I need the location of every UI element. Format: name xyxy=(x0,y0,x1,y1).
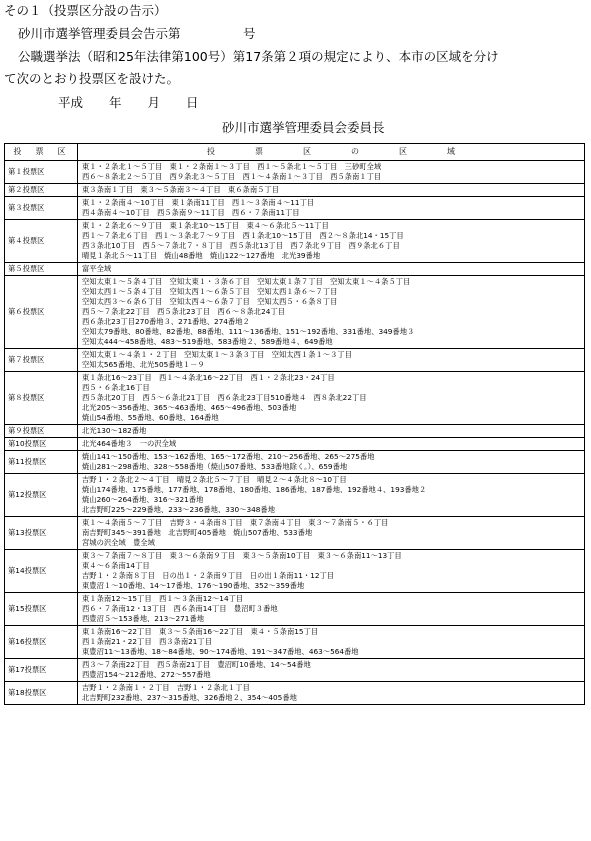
area-line: 東１・２条北６～９丁目 東１条北10～15丁目 東４～６条北５～11丁目 xyxy=(82,221,329,230)
area-line: 焼山54番地、55番地、60番地、164番地 xyxy=(82,413,219,422)
district-areas xyxy=(78,682,585,705)
area-line: 東４～６条南14丁目 xyxy=(82,561,150,570)
district-name: 第13投票区 xyxy=(5,517,78,550)
date-day: 日 xyxy=(186,95,199,110)
area-line: 西５～７条北22丁目 西５条北23丁目 西６～８条北24丁目 xyxy=(82,307,285,316)
table-row xyxy=(5,438,585,451)
area-line: 空知太西３～６条６丁目 空知太西４～６条７丁目 空知太西５・６条８丁目 xyxy=(82,297,338,306)
area-line: 西３条北10丁目 西５～７条北７・８丁目 西５条北13丁目 西７条北９丁目 西９条北６丁目 xyxy=(82,241,400,250)
area-line: 焼山141～150番地、153～162番地、165～172番地、210～256番地、265～275番地 xyxy=(82,452,375,461)
column-header-district: 投 票 区 xyxy=(5,144,78,161)
table-row xyxy=(5,593,585,626)
table-row xyxy=(5,682,585,705)
district-areas xyxy=(78,451,585,474)
area-line: 西５・６条北16丁目 xyxy=(82,383,150,392)
district-areas xyxy=(78,438,585,451)
area-line: 富平全域 xyxy=(82,264,112,273)
district-areas xyxy=(78,263,585,276)
area-line: 吉野１・２条北２～４丁目 晴見２条北５～７丁目 晴見２～４条北８～10丁目 xyxy=(82,475,347,484)
table-row xyxy=(5,197,585,220)
date-year: 年 xyxy=(109,95,122,110)
area-line: 西６・７条南12・13丁目 西６条南14丁目 豊沼町３番地 xyxy=(82,604,278,613)
area-line: 北吉野町225～229番地、233～236番地、330～348番地 xyxy=(82,505,276,514)
area-line: 北吉野町232番地、237～315番地、326番地２、354～405番地 xyxy=(82,693,297,702)
area-line: 東１条南12～15丁目 西１～３条南12～14丁目 xyxy=(82,594,244,603)
district-areas xyxy=(78,372,585,425)
area-line: 西１条南21・22丁目 西３条南21丁目 xyxy=(82,637,213,646)
date-era: 平成 xyxy=(58,95,84,110)
area-line: 西４条南４～10丁目 西５条南９～11丁目 西６・７条南11丁目 xyxy=(82,208,300,217)
district-name: 第７投票区 xyxy=(5,349,78,372)
area-line: 東豊沼１～10番地、14～17番地、176～190番地、352～359番地 xyxy=(82,581,305,590)
area-line: 空知太東１～４条１・２丁目 空知太東１～３条３丁目 空知太西１条１～３丁目 xyxy=(82,350,352,359)
area-line: 東３～７条南７～８丁目 東３～６条南９丁目 東３～５条南10丁目 東３～６条南11～13丁目 xyxy=(82,551,402,560)
area-line: 東１条南16～22丁目 東３～５条南16～22丁目 東４・５条南15丁目 xyxy=(82,627,319,636)
district-name: 第８投票区 xyxy=(5,372,78,425)
area-line: 晴見１条北５～11丁目 焼山48番地 焼山122～127番地 北光39番地 xyxy=(82,251,321,260)
district-areas xyxy=(78,184,585,197)
table-row xyxy=(5,263,585,276)
table-row xyxy=(5,474,585,517)
district-name: 第14投票区 xyxy=(5,550,78,593)
table-row xyxy=(5,349,585,372)
district-areas xyxy=(78,276,585,349)
district-name: 第10投票区 xyxy=(5,438,78,451)
area-line: 西５条北20丁目 西５～６条北21丁目 西６条北23丁目510番地４ 西８条北22丁目 xyxy=(82,393,367,402)
area-line: 北光205～356番地、365～463番地、465～496番地、503番地 xyxy=(82,403,297,412)
district-areas xyxy=(78,349,585,372)
area-line: 東１・２条北１～５丁目 東１・２条南１～３丁目 西１～５条北１～５丁目 三砂町全域 xyxy=(82,162,382,171)
district-areas xyxy=(78,659,585,682)
district-name: 第５投票区 xyxy=(5,263,78,276)
table-row xyxy=(5,451,585,474)
table-row xyxy=(5,184,585,197)
area-line: 焼山260～264番地、316～321番地 xyxy=(82,495,204,504)
area-line: 焼山281～298番地、328～558番地（焼山507番地、533番地除く。）、659番地 xyxy=(82,462,348,471)
district-areas xyxy=(78,220,585,263)
notice-date xyxy=(58,96,221,110)
date-month: 月 xyxy=(147,95,161,110)
district-name: 第９投票区 xyxy=(5,425,78,438)
table-row xyxy=(5,550,585,593)
area-line: 南吉野町345～391番地 北吉野町405番地 焼山507番地、533番地 xyxy=(82,528,313,537)
table-row xyxy=(5,517,585,550)
area-line: 焼山174番地、175番地、177番地、178番地、180番地、186番地、187番地、192番地４、193番地２ xyxy=(82,485,427,494)
table-row xyxy=(5,425,585,438)
area-line: 東豊沼11～13番地、18～84番地、90～174番地、191～347番地、463～564番地 xyxy=(82,647,359,656)
table-row xyxy=(5,659,585,682)
area-line: 宮城の沢全域 豊全域 xyxy=(82,538,155,547)
area-line: 空知太565番地、北光505番地１－９ xyxy=(82,360,205,369)
area-line: 東１～４条南５～７丁目 吉野３・４条南８丁目 東７条南４丁目 東３～７条南５・６丁目 xyxy=(82,518,389,527)
signature: 砂川市選挙管理委員会委員長 xyxy=(222,120,385,135)
district-name: 第11投票区 xyxy=(5,451,78,474)
area-line: 空知太444～458番地、483～519番地、583番地２、589番地４、649番地 xyxy=(82,337,333,346)
area-line: 西豊沼154～212番地、272～557番地 xyxy=(82,670,211,679)
notice-number: 砂川市選挙管理委員会告示第 号 xyxy=(18,26,256,41)
district-name: 第12投票区 xyxy=(5,474,78,517)
district-areas xyxy=(78,161,585,184)
area-line: 吉野１・２条南１・２丁目 吉野１・２条北１丁目 xyxy=(82,683,250,692)
district-name: 第２投票区 xyxy=(5,184,78,197)
area-line: 吉野１・２条南８丁目 日の出１・２条南９丁目 日の出１条南11・12丁目 xyxy=(82,571,335,580)
area-line: 東１・２条南４～10丁目 東１条南11丁目 西１～３条南４～11丁目 xyxy=(82,198,315,207)
district-name: 第３投票区 xyxy=(5,197,78,220)
area-line: 空知太東１～５条４丁目 空知太東１・３条６丁目 空知太東１条７丁目 空知太東１～４条５丁目 xyxy=(82,277,411,286)
table-body xyxy=(5,161,585,705)
area-line: 西６条北23丁目270番地３、271番地、274番地２ xyxy=(82,317,250,326)
area-line: 西６～８条北２～５丁目 西９条北３～５丁目 西１～４条南１～３丁目 西５条南１丁目 xyxy=(82,172,382,181)
district-areas xyxy=(78,197,585,220)
district-name: 第４投票区 xyxy=(5,220,78,263)
district-name: 第６投票区 xyxy=(5,276,78,349)
district-areas xyxy=(78,626,585,659)
area-line: 空知太79番地、80番地、82番地、88番地、111～136番地、151～192番地、331番地、349番地３ xyxy=(82,327,415,336)
area-line: 西１～７条北６丁目 西１～３条北７～９丁目 西１条北10～15丁目 西２～８条北14・15丁目 xyxy=(82,231,404,240)
district-areas xyxy=(78,474,585,517)
district-areas xyxy=(78,550,585,593)
district-name: 第18投票区 xyxy=(5,682,78,705)
table-row xyxy=(5,161,585,184)
district-areas xyxy=(78,425,585,438)
polling-district-table xyxy=(4,143,585,705)
district-areas xyxy=(78,517,585,550)
district-name: 第１投票区 xyxy=(5,161,78,184)
table-header-row xyxy=(5,144,585,161)
table-row xyxy=(5,276,585,349)
area-line: 北光130～182番地 xyxy=(82,426,147,435)
district-name: 第17投票区 xyxy=(5,659,78,682)
district-name: 第15投票区 xyxy=(5,593,78,626)
notice-body-line1: 公職選挙法（昭和25年法律第100号）第17条第２項の規定により、本市の区域を分け xyxy=(18,49,499,64)
table-row xyxy=(5,220,585,263)
area-line: 東３条南１丁目 東３～５条南３～４丁目 東６条南５丁目 xyxy=(82,185,280,194)
area-line: 空知太西１～５条４丁目 空知太西１～６条５丁目 空知太西１条６～７丁目 xyxy=(82,287,338,296)
column-header-area: 投 票 区 の 区 域 xyxy=(78,144,585,161)
notice-heading: その１（投票区分設の告示） xyxy=(4,3,167,18)
notice-body-line2: て次のとおり投票区を設けた。 xyxy=(4,71,180,86)
table-row xyxy=(5,626,585,659)
area-line: 北光464番地３ 一の沢全域 xyxy=(82,439,177,448)
district-areas xyxy=(78,593,585,626)
area-line: 西３～７条南22丁目 西５条南21丁目 豊沼町10番地、14～54番地 xyxy=(82,660,311,669)
table-row xyxy=(5,372,585,425)
area-line: 西豊沼５～153番地、213～271番地 xyxy=(82,614,205,623)
district-name: 第16投票区 xyxy=(5,626,78,659)
area-line: 東１条北16～23丁目 西１～４条北16～22丁目 西１・２条北23・24丁目 xyxy=(82,373,335,382)
